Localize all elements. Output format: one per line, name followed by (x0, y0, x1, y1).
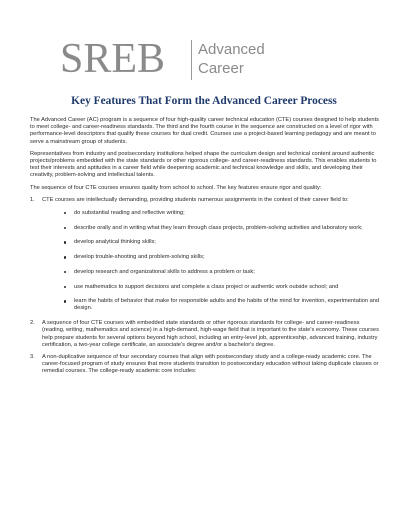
item-text: CTE courses are intellectually demanding, providing students numerous assignments in the context of their career field to: (42, 196, 349, 203)
bullet-icon (64, 256, 66, 258)
bullet-icon (64, 286, 66, 288)
sub-item: develop research and organizational skills to address a problem or task; (64, 269, 380, 276)
sub-item: develop analytical thinking skills; (64, 239, 380, 246)
logo-line-2: Career (198, 60, 244, 77)
logo-mark: SREB (60, 36, 166, 82)
sequence-paragraph: The sequence of four CTE courses ensures quality from school to school. The key features ensure rigor and quality: (30, 184, 322, 191)
bullet-icon (64, 300, 66, 302)
sub-item: develop trouble-shooting and problem-solving skills; (64, 254, 380, 261)
logo-text (198, 40, 265, 78)
item-number: 3. (30, 353, 35, 360)
page-title: Key Features That Form the Advanced Career Process (71, 95, 337, 107)
feature-item-2 (30, 320, 380, 349)
sub-item: do substantial reading and reflective writing; (64, 210, 380, 217)
intro-paragraph: The Advanced Career (AC) program is a sequence of four high-quality career technical education (CTE) courses designed to help students to meet college- and career-readiness standards. The third and the fourth course in the sequence are constructed on a level of rigor with performance-level descriptors that qualify these courses for dual credit. Courses use a project-based learning pedagogy and are meant to serve a mainstream group of students. (30, 117, 380, 145)
sub-item: learn the habits of behavior that make for responsible adults and the habits of the mind for invention, experimentation and design. (64, 298, 380, 312)
bullet-icon (64, 271, 66, 273)
sub-item: use mathematics to support decisions and complete a class project or authentic work outside school; and (64, 284, 380, 291)
item-text: A non-duplicative sequence of four secondary courses that align with postsecondary study and a college-ready academic core. The career-focused program of study ensures that more students transition to postsecondary education without taking duplicate classes or remedial courses. The college-ready academic core includes: (42, 353, 379, 375)
sub-list (42, 210, 380, 313)
representatives-paragraph: Representatives from industry and postsecondary institutions helped shape the curriculum design and technical content around authentic projects/problems embedded with the state standards or other rigorous college- and career-readiness standards. This enables students to test their interests and aptitudes in a career field while deepening academic and technical knowledge and skills, and developing their creativity, problem-solving and intellectual talents. (30, 150, 377, 179)
logo-line-1: Advanced (198, 41, 265, 58)
item-number: 1. (30, 196, 35, 203)
item-text: A sequence of four CTE courses with embedded state standards or other rigorous standards for college- and career-readiness (reading, writing, mathematics and science) in a high-demand, high-wage field that is important to the state's economy. These courses help prepare students for several options beyond high school, including an entry-level job, apprenticeship, advanced training, industry certification, a two-year college certificate, an associate's degree and/or a bachelor's degree. (42, 320, 379, 348)
bullet-icon (64, 227, 66, 229)
document-body (30, 117, 380, 381)
feature-item-1 (30, 197, 380, 313)
bullet-icon (64, 241, 66, 243)
feature-item-3 (30, 354, 380, 376)
bullet-icon (64, 212, 66, 214)
item-number: 2. (30, 320, 35, 327)
logo-divider (191, 40, 192, 80)
sub-item: describe orally and in writing what they learn through class projects, problem-solving activities and laboratory work; (64, 225, 380, 232)
